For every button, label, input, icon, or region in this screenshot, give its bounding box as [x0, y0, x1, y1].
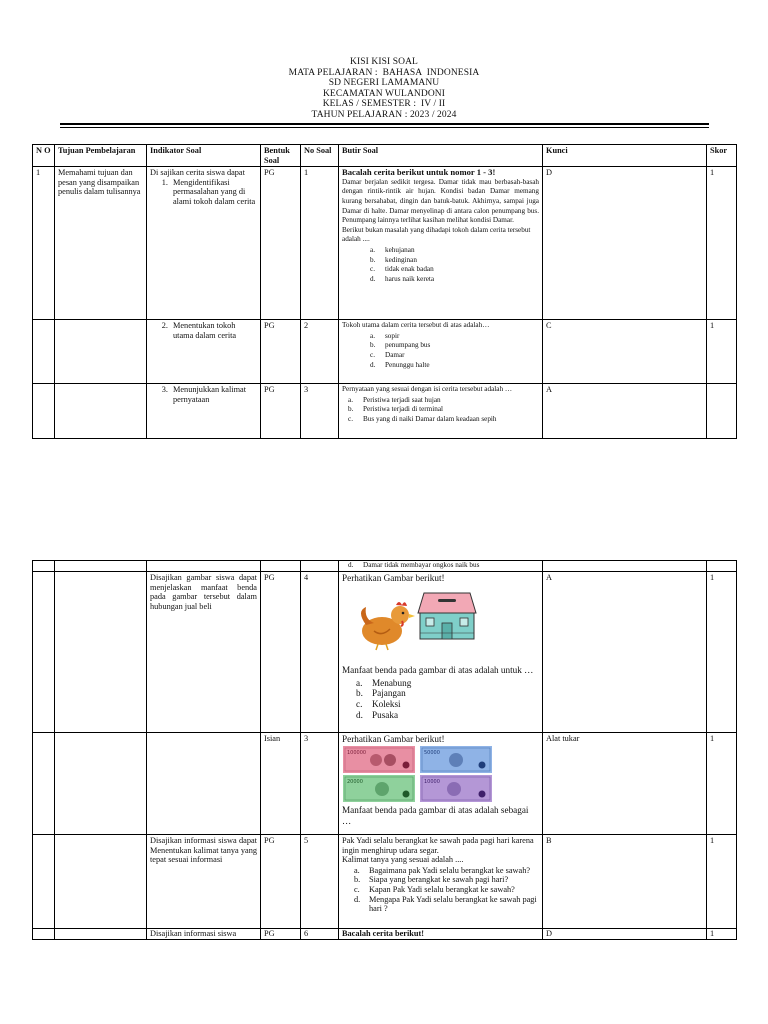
cell-kunci: C	[543, 320, 707, 384]
option-item: a. Menabung	[356, 677, 412, 688]
indikator-number: 1.	[161, 177, 168, 187]
cell-no	[33, 929, 55, 940]
header-rule-thin	[60, 127, 709, 128]
cell-nosoal: 1	[301, 167, 339, 320]
cell-nosoal: 3	[301, 384, 339, 439]
cell-tujuan	[55, 320, 147, 384]
cell-bentuk	[261, 561, 301, 572]
option-item: d. harus naik kereta	[370, 274, 435, 283]
cell-tujuan	[55, 384, 147, 439]
option-item: a. kehujanan	[370, 245, 415, 254]
cell-indikator	[147, 320, 261, 384]
svg-text:20000: 20000	[347, 778, 363, 785]
svg-text:10000: 10000	[424, 778, 440, 785]
banknotes-image	[342, 745, 494, 803]
butir-question: Tokoh utama dalam cerita tersebut di atas adalah…	[342, 321, 490, 330]
cell-butir	[339, 320, 543, 384]
cell-no	[33, 561, 55, 572]
cell-kunci: D	[543, 167, 707, 320]
indikator-text: Mengidentifikasi permasalahan yang di alami tokoh dalam cerita	[173, 177, 256, 206]
indikator-item	[150, 321, 257, 340]
cell-butir	[339, 384, 543, 439]
indikator-item	[150, 178, 257, 207]
cell-indikator	[147, 384, 261, 439]
option-list	[342, 866, 539, 914]
butir-story: Damar berjalan sedikit tergesa. Damar tidak mau berbasah-basah dengan rintik-rintik air hujan. Kondisi badan Damar memang kurang bersahabat, dingin dan batuk-batuk. Akhirnya, sampai juga Damar di halte. Damar menyelinap di antara calon penumpang bus. Penumpang lainnya terlihat kasihan melihat kondisi Damar.	[342, 177, 539, 225]
cell-butir: Bacalah cerita berikut!	[339, 929, 543, 940]
svg-text:50000: 50000	[424, 749, 440, 756]
butir-question: Berikut bukan masalah yang dihadapi tokoh dalam cerita tersebut adalah ....	[342, 225, 531, 244]
school-line: SD NEGERI LAMAMANU	[328, 78, 440, 88]
cell-skor: 1	[707, 835, 737, 929]
indikator-text: Menunjukkan kalimat pernyataan	[173, 385, 247, 404]
option-item: c. Koleksi	[356, 699, 401, 710]
table-row	[33, 320, 737, 384]
indikator-number: 2.	[161, 321, 168, 331]
class-semester-line: KELAS / SEMESTER : IV / II	[322, 99, 446, 109]
butir-title: Perhatikan Gambar berikut!	[342, 734, 445, 744]
option-item: b. penumpang bus	[370, 341, 431, 350]
table-row	[33, 733, 737, 835]
indikator-text: Menentukan tokoh utama dalam cerita	[173, 321, 237, 340]
option-item: c. Bus yang di naiki Damar dalam keadaan sepih	[348, 414, 497, 423]
chicken-icon	[361, 602, 415, 650]
district-line: KECAMATAN WULANDONI	[322, 88, 446, 99]
cell-nosoal: 5	[301, 835, 339, 929]
cell-no	[33, 572, 55, 733]
option-list	[342, 396, 539, 425]
cell-indikator	[147, 733, 261, 835]
option-item: c. tidak enak badan	[370, 265, 434, 274]
indikator-item	[150, 385, 257, 404]
table-row	[33, 561, 737, 572]
academic-year-line: TAHUN PELAJARAN : 2023 / 2024	[311, 109, 457, 120]
cell-bentuk: PG	[261, 384, 301, 439]
chicken-piggybank-illustration	[352, 587, 482, 651]
cell-bentuk: PG	[261, 320, 301, 384]
cell-nosoal: 6	[301, 929, 339, 940]
cell-bentuk: PG	[261, 572, 301, 733]
option-item: d. Damar tidak membayar ongkos naik bus	[348, 561, 480, 569]
cell-skor: 1	[707, 572, 737, 733]
cell-butir	[339, 561, 543, 572]
option-item: b. kedinginan	[370, 255, 417, 264]
banknote-10000	[420, 775, 492, 802]
kisi-table-page-1	[32, 144, 737, 439]
butir-question: Pernyataan yang sesuai dengan isi cerita tersebut adalah …	[342, 385, 513, 394]
butir-question: Manfaat benda pada gambar di atas adalah untuk …	[342, 664, 534, 675]
cell-kunci: B	[543, 835, 707, 929]
cell-bentuk: Isian	[261, 733, 301, 835]
cell-skor	[707, 561, 737, 572]
indikator-number: 3.	[161, 385, 168, 395]
cell-butir	[339, 572, 543, 733]
doc-title: KISI KISI SOAL	[350, 57, 418, 67]
cell-skor: 1	[707, 167, 737, 320]
col-header-bentuk: Bentuk Soal	[261, 145, 301, 167]
cell-tujuan	[55, 929, 147, 940]
cell-skor: 1	[707, 929, 737, 940]
cell-indikator: Disajikan informasi siswa dapat Menentukan kalimat tanya yang tepat sesuai informasi	[147, 835, 261, 929]
option-item: a. sopir	[370, 331, 400, 340]
butir-title: Bacalah cerita berikut untuk nomor 1 - 3!	[342, 167, 496, 178]
cell-no	[33, 835, 55, 929]
col-header-butir: Butir Soal	[339, 145, 543, 167]
cell-nosoal: 4	[301, 572, 339, 733]
butir-question: Kalimat tanya yang sesuai adalah ....	[342, 855, 464, 865]
option-item: c. Kapan Pak Yadi selalu berangkat ke sawah?	[354, 884, 515, 894]
cell-tujuan	[55, 561, 147, 572]
col-header-nosoal: No Soal	[301, 145, 339, 167]
option-item: d. Pusaka	[356, 709, 399, 720]
col-header-skor: Skor	[707, 145, 737, 167]
option-list	[342, 678, 539, 721]
cell-indikator: Disajikan gambar siswa dapat menjelaskan manfaat benda pada gambar tersebut dalam hubungan jual beli	[147, 572, 261, 733]
cell-kunci	[543, 561, 707, 572]
col-header-no: N O	[33, 145, 55, 167]
banknote-100000	[343, 746, 415, 773]
option-item: a. Peristiwa terjadi saat hujan	[348, 395, 441, 404]
table-header-row	[33, 145, 737, 167]
cell-butir	[339, 167, 543, 320]
banknote-50000	[420, 746, 492, 773]
header-rule-thick	[60, 123, 709, 125]
cell-tujuan	[55, 733, 147, 835]
col-header-kunci: Kunci	[543, 145, 707, 167]
svg-text:100000: 100000	[347, 749, 367, 756]
kisi-table-page-2	[32, 560, 737, 940]
cell-kunci: A	[543, 384, 707, 439]
option-item: d. Penunggu halte	[370, 360, 430, 369]
butir-intro: Pak Yadi selalu berangkat ke sawah pada pagi hari karena ingin menghirup udara segar.	[342, 836, 534, 855]
table-row	[33, 572, 737, 733]
cell-indikator	[147, 167, 261, 320]
option-item: b. Peristiwa terjadi di terminal	[348, 405, 444, 414]
cell-kunci: A	[543, 572, 707, 733]
cell-nosoal: 3	[301, 733, 339, 835]
cell-nosoal: 2	[301, 320, 339, 384]
cell-skor: 1	[707, 320, 737, 384]
option-item: b. Pajangan	[356, 688, 406, 699]
cell-bentuk: PG	[261, 167, 301, 320]
indikator-intro: Di sajikan cerita siswa dapat	[150, 168, 245, 178]
option-list	[342, 246, 539, 284]
cell-tujuan	[55, 835, 147, 929]
option-item: d. Mengapa Pak Yadi selalu berangkat ke sawah pagi hari ?	[354, 894, 537, 914]
table-row	[33, 384, 737, 439]
cell-tujuan	[55, 572, 147, 733]
option-item: b. Siapa yang berangkat ke sawah pagi hari?	[354, 875, 509, 885]
cell-tujuan: Memahami tujuan dan pesan yang disampaikan penulis dalam tulisannya	[55, 167, 147, 320]
cell-no	[33, 320, 55, 384]
cell-no: 1	[33, 167, 55, 320]
cell-indikator	[147, 561, 261, 572]
cell-kunci: Alat tukar	[543, 733, 707, 835]
option-list	[342, 332, 539, 370]
cell-no	[33, 733, 55, 835]
table-row	[33, 167, 737, 320]
cell-butir	[339, 835, 543, 929]
cell-bentuk: PG	[261, 929, 301, 940]
cell-indikator: Disajikan informasi siswa	[147, 929, 261, 940]
option-item: a. Bagaimana pak Yadi selalu berangkat ke sawah?	[354, 865, 531, 875]
cell-no	[33, 384, 55, 439]
banknote-20000	[343, 775, 415, 802]
cell-skor	[707, 384, 737, 439]
cell-kunci: D	[543, 929, 707, 940]
table-row	[33, 929, 737, 940]
butir-title: Perhatikan Gambar berikut!	[342, 573, 445, 583]
subject-line: MATA PELAJARAN : BAHASA INDONESIA	[288, 67, 480, 78]
col-header-indikator: Indikator Soal	[147, 145, 261, 167]
col-header-tujuan: Tujuan Pembelajaran	[55, 145, 147, 167]
piggybank-house-icon	[418, 593, 476, 639]
option-item: c. Damar	[370, 350, 405, 359]
cell-bentuk: PG	[261, 835, 301, 929]
cell-butir	[339, 733, 543, 835]
cell-nosoal	[301, 561, 339, 572]
cell-skor: 1	[707, 733, 737, 835]
document-header	[0, 57, 768, 120]
butir-question: Manfaat benda pada gambar di atas adalah sebagai …	[342, 804, 529, 826]
table-row	[33, 835, 737, 929]
